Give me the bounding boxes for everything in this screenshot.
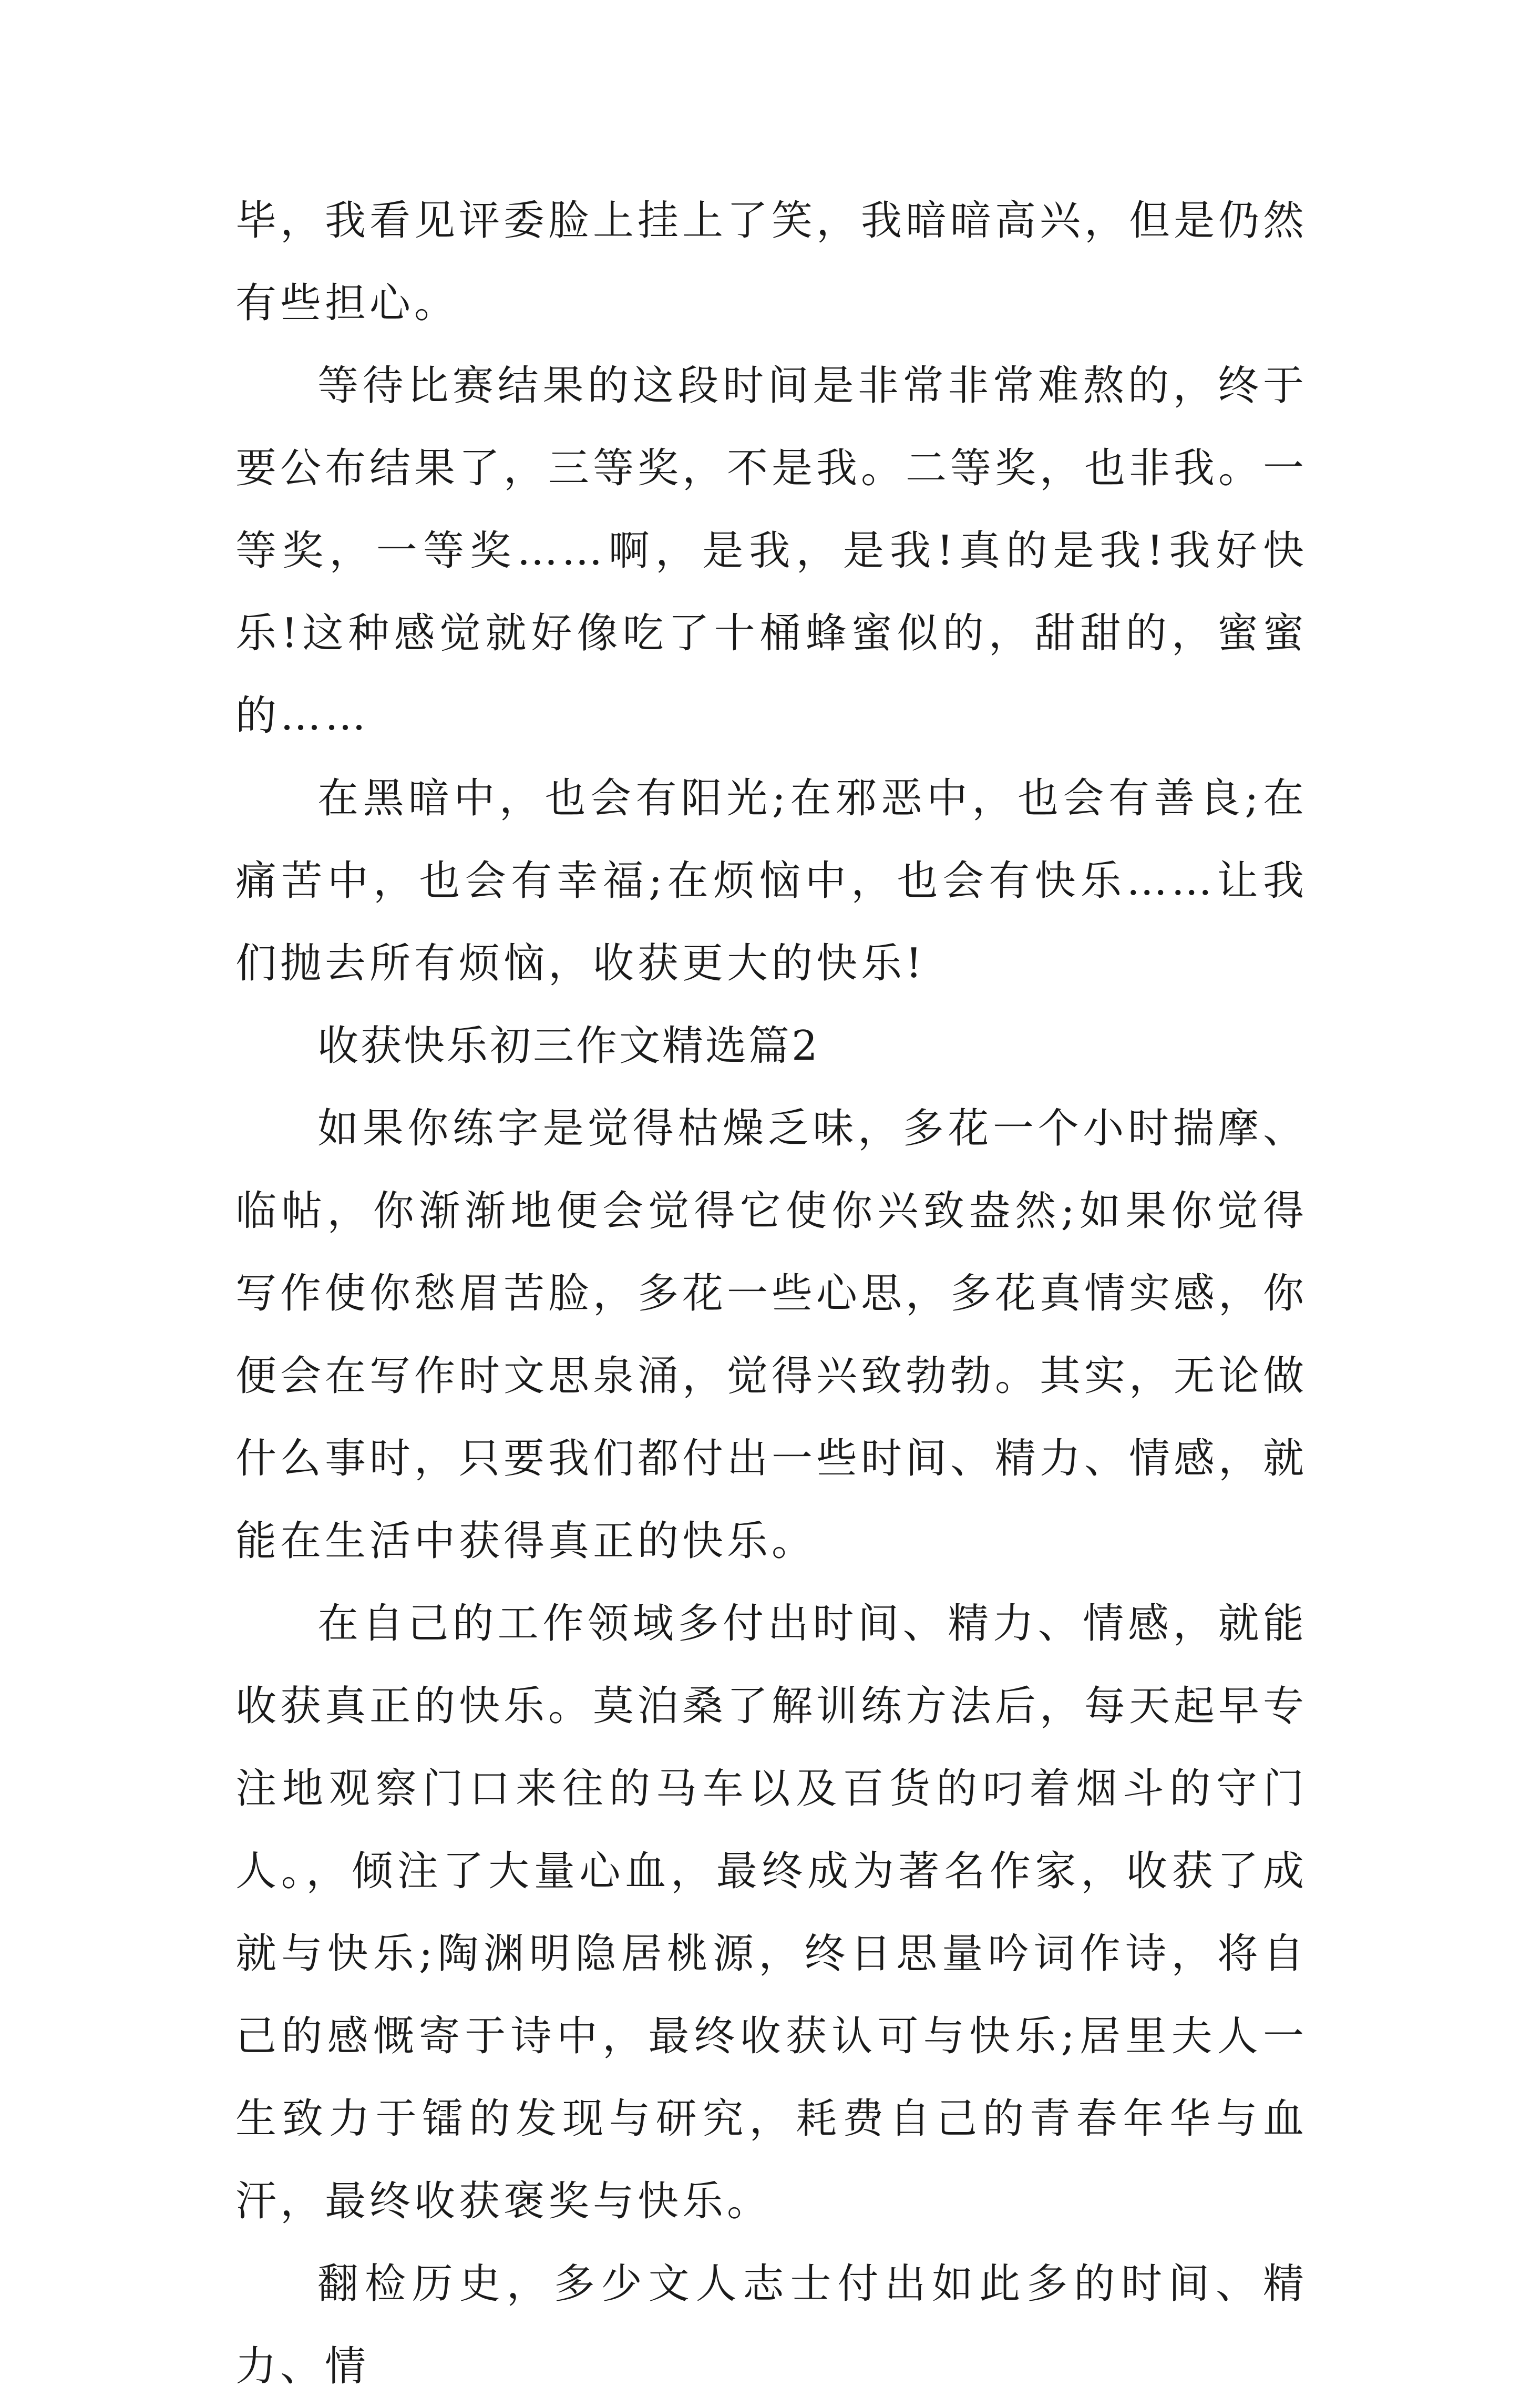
paragraph-practice-writing: 如果你练字是觉得枯燥乏味，多花一个小时揣摩、临帖，你渐渐地便会觉得它使你兴致盎然;如果你觉得写作使你愁眉苦脸，多花一些心思，多花真情实感，你便会在写作时文思泉涌，觉得兴致勃勃。其实，无论做什么事时，只要我们都付出一些时间、精力、情感，就能在生活中获得真正的快乐。: [235, 1105, 1308, 1565]
section-heading: 收获快乐初三作文精选篇2: [317, 1022, 820, 1070]
document-page: [235, 180, 1308, 2408]
paragraph-darkness-light: 在黑暗中，也会有阳光;在邪恶中，也会有善良;在痛苦中，也会有幸福;在烦恼中，也会有快乐……让我们抛去所有烦恼，收获更大的快乐!: [235, 775, 1308, 987]
paragraph-history: 翻检历史，多少文人志士付出如此多的时间、精力、情: [235, 2260, 1308, 2390]
paragraph-waiting-result: 等待比赛结果的这段时间是非常非常难熬的，终于要公布结果了，三等奖，不是我。二等奖，也非我。一等奖，一等奖……啊，是我，是我!真的是我!我好快乐!这种感觉就好像吃了十桶蜂蜜似的，甜甜的，蜜蜜的……: [235, 362, 1308, 740]
paragraph-continued: 毕，我看见评委脸上挂上了笑，我暗暗高兴，但是仍然有些担心。: [235, 197, 1308, 327]
paragraph-work-domain: 在自己的工作领域多付出时间、精力、情感，就能收获真正的快乐。莫泊桑了解训练方法后，每天起早专注地观察门口来往的马车以及百货的叼着烟斗的守门人。，倾注了大量心血，最终成为著名作家，收获了成就与快乐;陶渊明隐居桃源，终日思量吟词作诗，将自己的感慨寄于诗中，最终收获认可与快乐;居里夫人一生致力于镭的发现与研究，耗费自己的青春年华与血汗，最终收获褒奖与快乐。: [235, 1600, 1308, 2225]
